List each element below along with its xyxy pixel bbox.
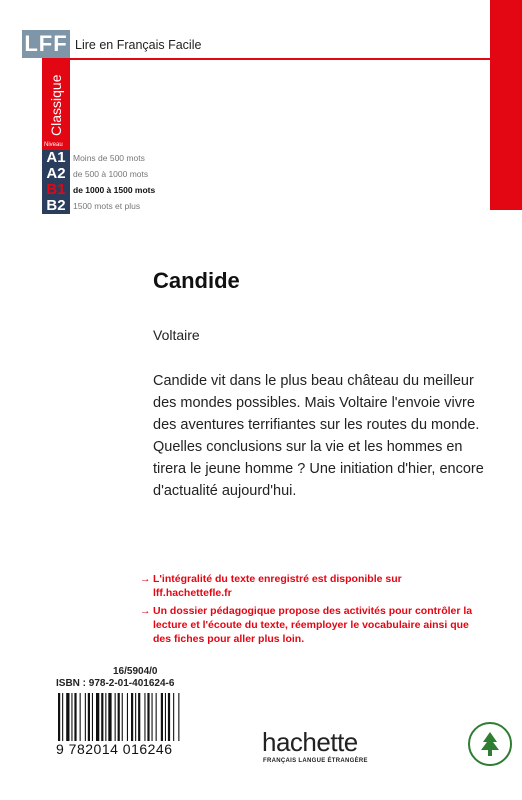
red-corner-slab xyxy=(490,0,522,210)
collection-label: Classique xyxy=(48,74,64,137)
level-desc-a1: Moins de 500 mots xyxy=(73,153,145,163)
barcode-bar xyxy=(74,693,76,741)
publisher-logo: hachette xyxy=(262,727,358,757)
barcode-bar xyxy=(101,693,103,741)
barcode-bar xyxy=(118,693,120,741)
barcode-bar xyxy=(66,693,69,741)
level-desc-a2: de 500 à 1000 mots xyxy=(73,169,149,179)
barcode-bar xyxy=(165,693,166,741)
level-chip-a1: A1 xyxy=(42,150,70,166)
tree-icon xyxy=(470,724,510,764)
arrow-right-icon: → xyxy=(140,573,151,585)
arrow-right-icon: → xyxy=(140,605,151,617)
publisher-subtitle: FRANÇAIS LANGUE ÉTRANGÈRE xyxy=(263,758,368,764)
barcode-bar xyxy=(58,693,60,741)
lff-logo: LFF xyxy=(24,31,68,56)
note-dossier xyxy=(140,604,483,646)
barcode-bar xyxy=(122,693,123,741)
level-chip-a2: A2 xyxy=(42,166,70,182)
level-chip-b1: B1 xyxy=(42,182,70,198)
barcode-bar xyxy=(105,693,106,741)
barcode-bar xyxy=(88,693,90,741)
level-desc-b2: 1500 mots et plus xyxy=(73,201,141,211)
barcode-bar xyxy=(161,693,163,741)
level-desc-b1: de 1000 à 1500 mots xyxy=(73,185,156,195)
series-name: Lire en Français Facile xyxy=(75,38,202,52)
barcode-bar xyxy=(138,693,140,741)
barcode-bar xyxy=(80,693,81,741)
isbn-label: ISBN : 978-2-01-401624-6 xyxy=(56,678,175,689)
barcode-bar xyxy=(127,693,128,741)
book-author: Voltaire xyxy=(153,327,200,343)
barcode-bar xyxy=(144,693,145,741)
level-chip-b2: B2 xyxy=(42,198,70,214)
barcode-bar xyxy=(62,693,63,741)
header-red-rule xyxy=(70,58,490,60)
note-dossier-text: Un dossier pédagogique propose des activités pour contrôler la lecture et l'écoute du texte, réemployer le vocabulaire ainsi que des fiches pour aller plus loin. xyxy=(153,605,473,645)
barcode-bar xyxy=(168,693,170,741)
book-title: Candide xyxy=(153,268,240,293)
barcode-bar xyxy=(85,693,86,741)
top-band xyxy=(0,0,522,40)
eco-badge xyxy=(468,722,512,766)
niveau-label: Niveau xyxy=(44,142,63,148)
barcode-bar xyxy=(115,693,116,741)
barcode-bar xyxy=(108,693,111,741)
barcode-digits: 9 782014 016246 xyxy=(56,741,173,757)
barcode-bar xyxy=(135,693,136,741)
barcode-bar xyxy=(96,693,99,741)
barcode-bar xyxy=(131,693,133,741)
product-code: 16/5904/0 xyxy=(113,666,158,677)
barcode-bar xyxy=(156,693,157,741)
barcode-bar xyxy=(152,693,153,741)
barcode-graphic xyxy=(56,693,216,741)
barcode-bar xyxy=(92,693,93,741)
note-audio-text: L'intégralité du texte enregistré est disponible sur lff.hachettefle.fr xyxy=(153,573,402,599)
book-summary: Candide vit dans le plus beau château du meilleur des mondes possibles. Mais Voltaire l'envoie vivre des aventures terrifiantes sur les routes du monde. Quelles conclusions sur la vie et les hommes en tirera le jeune homme ? Une initiation d'hier, encore d'actualité aujourd'hui. xyxy=(153,373,484,499)
barcode-bar xyxy=(147,693,149,741)
barcode-bar xyxy=(178,693,179,741)
note-audio xyxy=(140,572,483,600)
barcode-bar xyxy=(173,693,174,741)
barcode-bar xyxy=(71,693,72,741)
